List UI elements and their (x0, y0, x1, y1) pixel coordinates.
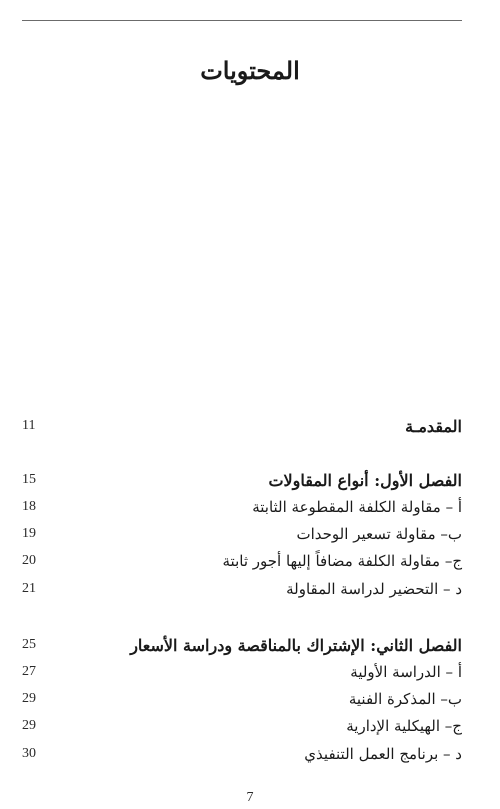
toc-entry-introduction (22, 413, 462, 439)
toc-page-number: 29 (22, 691, 36, 706)
toc-chapter-1 (22, 467, 462, 493)
toc-entry (22, 659, 462, 685)
toc-page-number: 29 (22, 718, 36, 733)
toc-page-number: 30 (22, 746, 36, 761)
toc-entry-title: د – التحضير لدراسة المقاولة (286, 580, 462, 598)
toc-page-number: 27 (22, 664, 36, 679)
toc-entry (22, 686, 462, 712)
toc-entry-title: ب– المذكرة الفنية (348, 690, 462, 708)
toc-entry-title: أ – الدراسة الأولية (350, 663, 462, 681)
toc-page-number: 20 (22, 553, 36, 568)
toc-entry-title: ج– مقاولة الكلفة مضافاً إليها أجور ثابتة (222, 552, 462, 570)
toc-entry (22, 521, 462, 547)
toc-entry-title: المقدمـة (405, 416, 462, 436)
toc-page-number: 19 (22, 526, 36, 541)
toc-entry (22, 494, 462, 520)
toc-chapter-2 (22, 632, 462, 658)
toc-page-number: 18 (22, 499, 36, 514)
toc-entry-title: الفصل الأول: أنواع المقاولات (268, 470, 462, 490)
page-number-footer: 7 (246, 790, 254, 805)
toc-entry-title: د – برنامج العمل التنفيذي (304, 745, 462, 763)
toc-entry (22, 713, 462, 739)
toc-page-number: 25 (22, 637, 36, 652)
toc-entry (22, 576, 462, 602)
toc-page-number: 21 (22, 581, 36, 596)
toc-page-number: 11 (22, 418, 36, 433)
top-rule (22, 20, 462, 21)
toc-entry-title: أ – مقاولة الكلفة المقطوعة الثابتة (252, 498, 462, 516)
toc-entry-title: الفصل الثاني: الإشتراك بالمناقصة ودراسة الأسعار (130, 635, 462, 655)
toc-page-number: 15 (22, 472, 36, 487)
toc-entry-title: ب– مقاولة تسعير الوحدات (296, 525, 462, 543)
page-title: المحتويات (200, 56, 300, 85)
toc-entry (22, 741, 462, 767)
toc-entry (22, 548, 462, 574)
toc-entry-title: ج– الهيكلية الإدارية (346, 717, 462, 735)
